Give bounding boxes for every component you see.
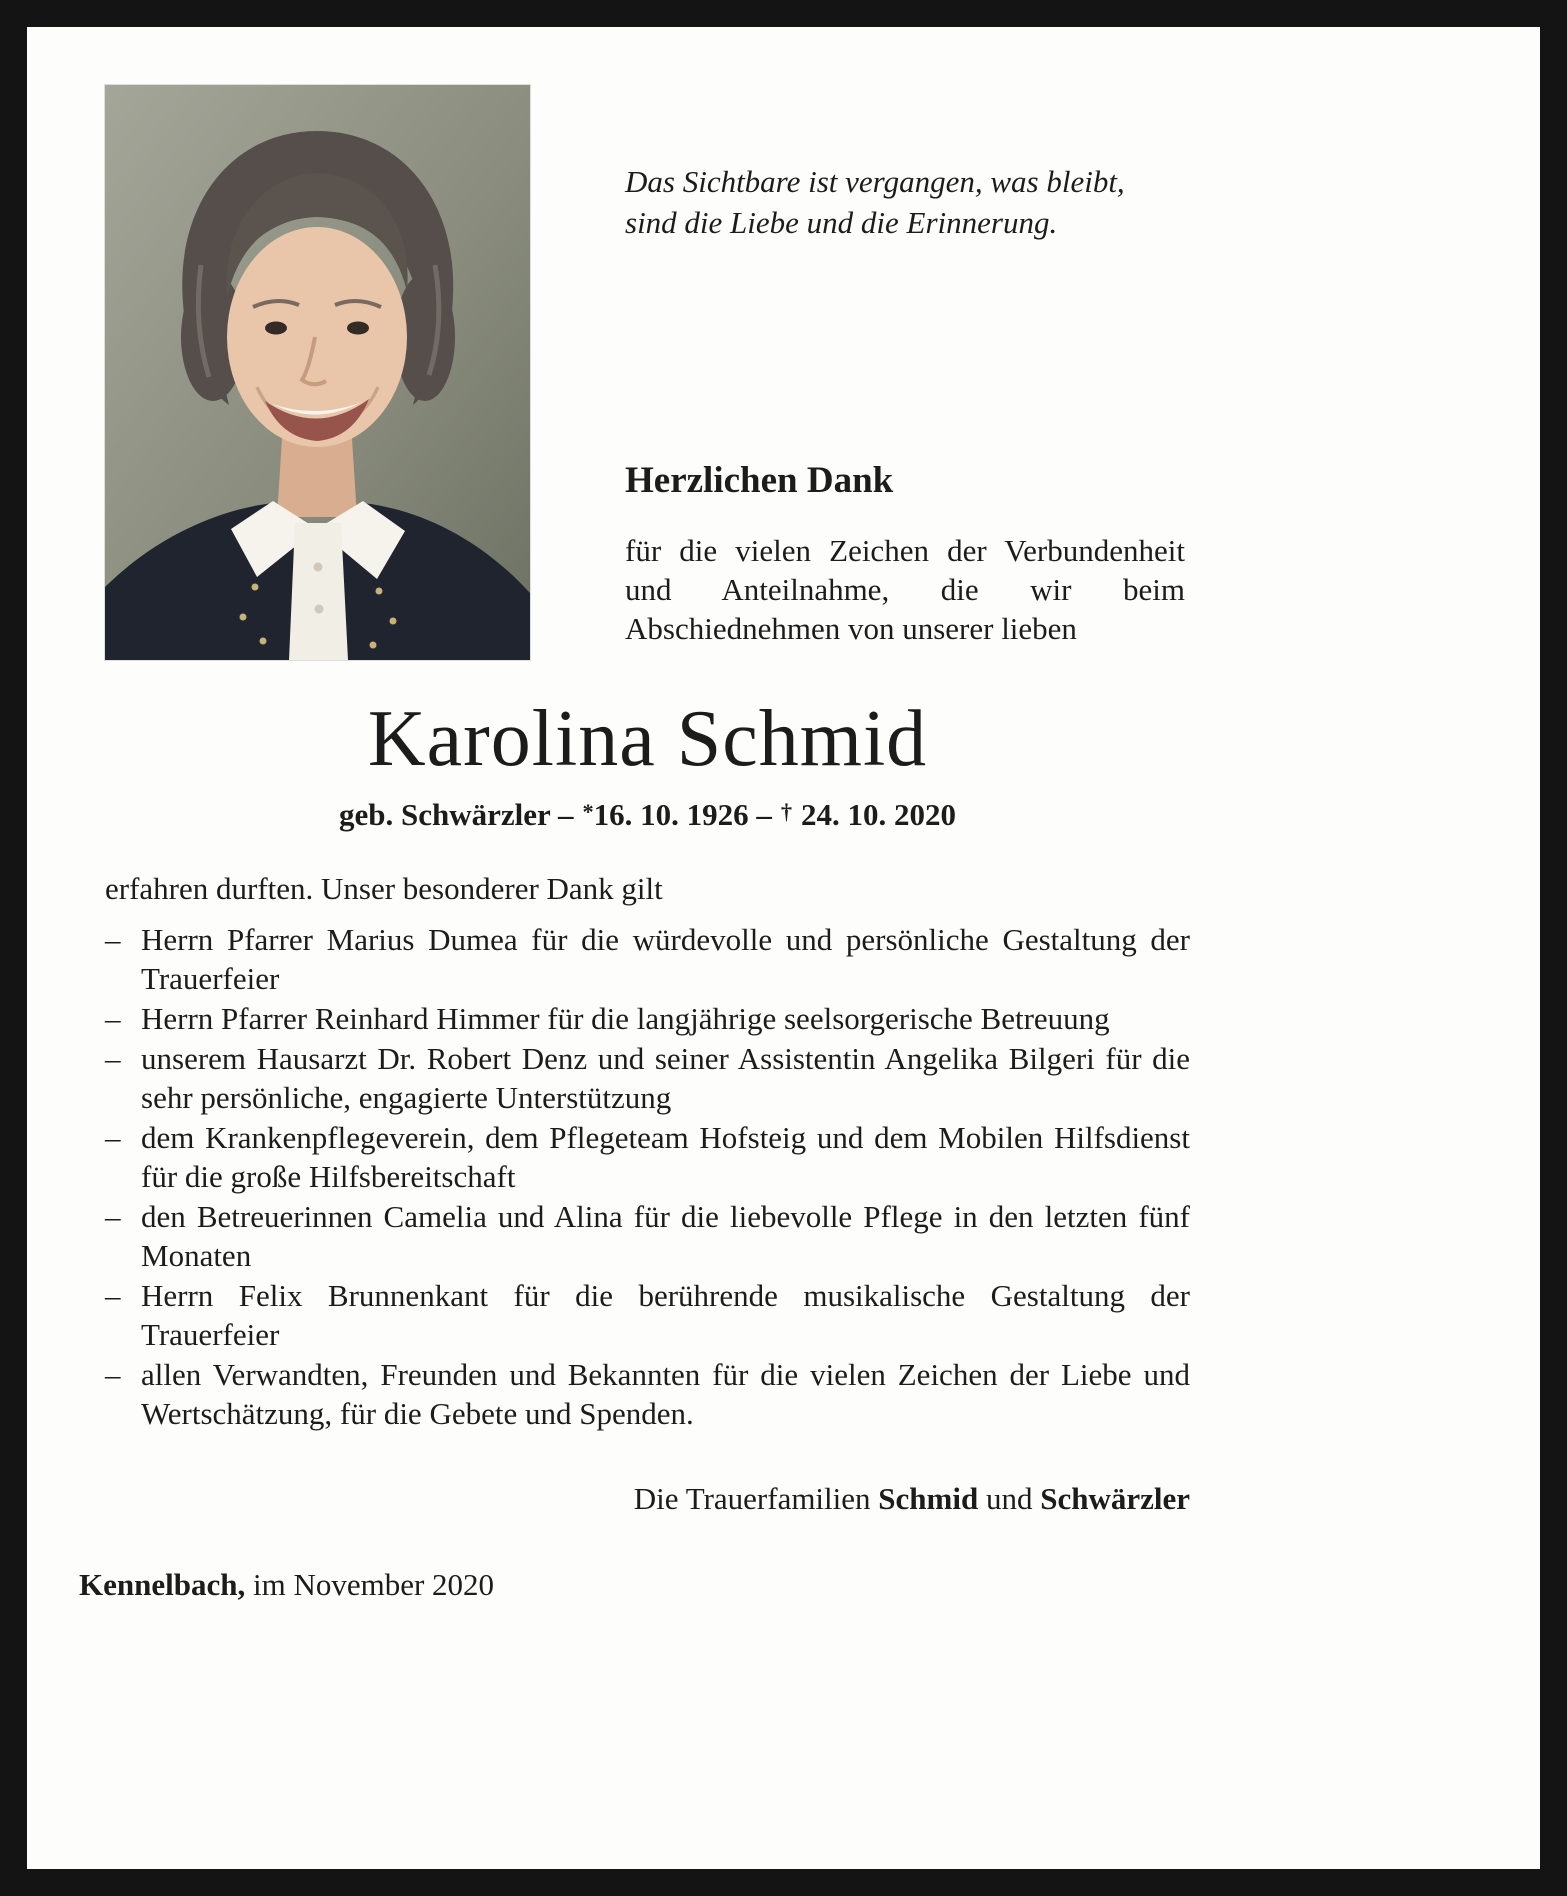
place-date-line [79,1565,1190,1605]
footer-date: im November 2020 [252,1567,495,1602]
thanks-item [105,1355,1190,1433]
thanks-item [105,1039,1190,1117]
obituary-sheet [27,27,1540,1869]
thanks-intro: für die vielen Zeichen der Verbundenheit und Anteilnahme, die wir beim Abschiednehmen von unserer lieben [625,533,1185,646]
bullet-dash: – [105,1120,121,1155]
quote-line-1: Das Sichtbare ist vergangen, was bleibt, [625,164,1125,199]
life-dates [105,792,1190,835]
lead-text: erfahren durften. Unser besonderer Dank gilt [105,871,663,906]
thanks-item-text: Herrn Pfarrer Marius Dumea für die würdevolle und persönliche Gestaltung der Trauerfeier [141,922,1190,996]
header-section [105,85,1190,660]
thanks-item [105,920,1190,998]
thanks-item-text: allen Verwandten, Freunden und Bekannten für die vielen Zeichen der Liebe und Wertschätzung, für die Gebete und Spenden. [141,1357,1190,1431]
thanks-list [105,920,1190,1433]
maiden-name: geb. Schwärzler [338,797,551,832]
bullet-dash: – [105,1199,121,1234]
dash-separator: – [557,797,574,832]
thanks-item [105,999,1190,1038]
thanks-item-text: den Betreuerinnen Camelia und Alina für die liebevolle Pflege in den letzten fünf Monaten [141,1199,1190,1273]
death-symbol: † [780,799,793,824]
thanks-heading: Herzlichen Dank [625,460,894,501]
thanks-item [105,1197,1190,1275]
bullet-dash: – [105,1041,121,1076]
bullet-dash: – [105,1001,121,1036]
footer-place: Kennelbach, [79,1567,246,1602]
thanks-item-text: unserem Hausarzt Dr. Robert Denz und seiner Assistentin Angelika Bilgeri für die sehr persönliche, engagierte Unterstützung [141,1041,1190,1115]
thanks-item [105,1276,1190,1354]
thanks-item-text: dem Krankenpflegeverein, dem Pflegeteam Hofsteig und dem Mobilen Hilfsdienst für die große Hilfsbereitschaft [141,1120,1190,1194]
bullet-dash: – [105,1357,121,1392]
families-line [105,1479,1190,1519]
birth-symbol: * [582,799,594,824]
bullet-dash: – [105,922,121,957]
dash-separator: – [756,797,772,832]
name-block [105,696,1190,835]
thanks-item [105,1118,1190,1196]
death-date: 24. 10. 2020 [801,797,957,832]
bullet-dash: – [105,1278,121,1313]
families-prefix: Die Trauerfamilien [633,1481,871,1516]
birth-date: 16. 10. 1926 [593,797,749,832]
families-conjunction: und [985,1481,1033,1516]
obituary-content [79,85,1190,1605]
memorial-quote [625,161,1185,243]
header-text-column [625,85,1185,648]
quote-line-2: sind die Liebe und die Erinnerung. [625,205,1058,240]
family-name-schwaerzler: Schwärzler [1040,1481,1190,1516]
family-name-schmid: Schmid [878,1481,979,1516]
thanks-item-text: Herrn Felix Brunnenkant für die berührende musikalische Gestaltung der Trauerfeier [141,1278,1190,1352]
deceased-name: Karolina Schmid [367,695,928,783]
portrait-photo [105,85,530,660]
portrait-illustration [105,85,530,660]
thanks-item-text: Herrn Pfarrer Reinhard Himmer für die langjährige seelsorgerische Betreuung [141,1001,1110,1036]
